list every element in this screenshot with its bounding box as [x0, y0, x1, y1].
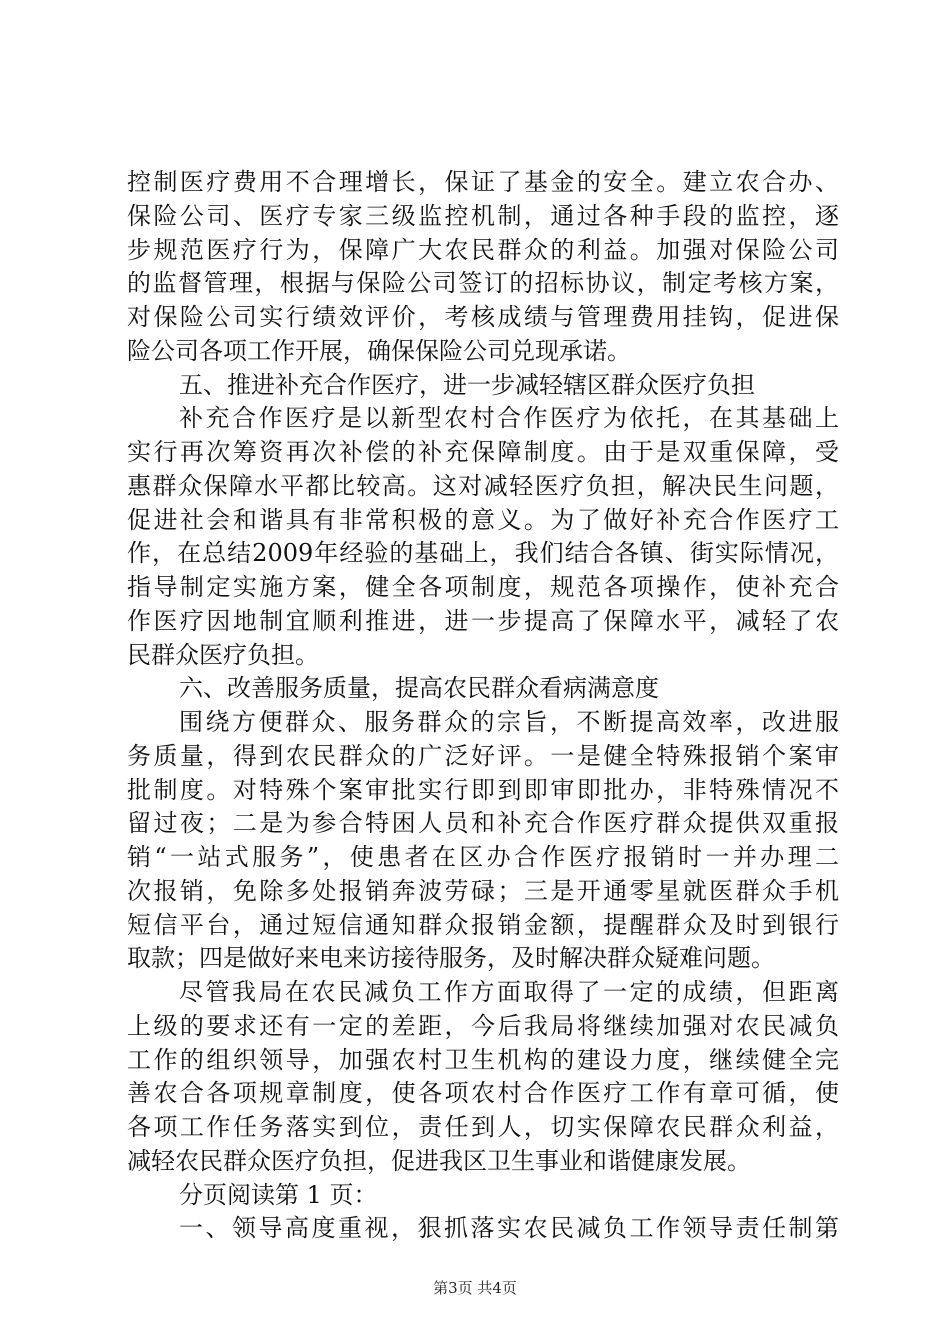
text-line: 一、领导高度重视，狠抓落实农民减负工作领导责任制第: [179, 1214, 839, 1243]
text-line: 五、推进补充合作医疗，进一步减轻辖区群众医疗负担: [179, 370, 755, 399]
page-number-indicator: 第3页 共4页: [433, 1279, 517, 1297]
text-line: 对保险公司实行绩效评价，考核成绩与管理费用挂钩，促进保: [127, 303, 839, 331]
text-line: 减轻农民群众医疗负担，促进我区卫生事业和谐健康发展。: [127, 1146, 751, 1175]
text-line: 善农合各项规章制度，使各项农村合作医疗工作有章可循，使: [127, 1079, 839, 1108]
text-line: 分页阅读第 1 页：: [179, 1180, 378, 1209]
text-line: 险公司各项工作开展，确保保险公司兑现承诺。: [127, 336, 631, 365]
text-line: 围绕方便群众、服务群众的宗旨，不断提高效率，改进服: [179, 708, 839, 736]
text-line: 取款；四是做好来电来访接待服务，及时解决群众疑难问题。: [127, 944, 775, 973]
text-line: 留过夜；二是为参合特困人员和补充合作医疗群众提供双重报: [127, 809, 839, 838]
text-line: 销“一站式服务”，使患者在区办合作医疗报销时一并办理二: [127, 843, 839, 871]
text-line: 民群众医疗负担。: [127, 640, 319, 669]
text-line: 步规范医疗行为，保障广大农民群众的利益。加强对保险公司: [127, 235, 839, 264]
text-line: 次报销，免除多处报销奔波劳碌；三是开通零星就医群众手机: [127, 876, 839, 905]
document-body: [127, 166, 839, 1246]
text-line: 各项工作任务落实到位，责任到人，切实保障农民群众利益，: [127, 1113, 839, 1141]
text-line: 惠群众保障水平都比较高。这对减轻医疗负担，解决民生问题，: [127, 471, 839, 500]
text-line: 批制度。对特殊个案审批实行即到即审即批办，非特殊情况不: [127, 775, 839, 804]
text-line: 促进社会和谐具有非常积极的意义。为了做好补充合作医疗工: [127, 505, 839, 534]
text-line: 补充合作医疗是以新型农村合作医疗为依托，在其基础上: [179, 404, 839, 433]
text-line: 实行再次筹资再次补偿的补充保障制度。由于是双重保障，受: [127, 438, 839, 466]
text-line: 指导制定实施方案，健全各项制度，规范各项操作，使补充合: [127, 573, 839, 601]
page-footer: [0, 1277, 950, 1298]
text-line: 工作的组织领导，加强农村卫生机构的建设力度，继续健全完: [127, 1045, 839, 1074]
text-line: 的监督管理，根据与保险公司签订的招标协议，制定考核方案，: [127, 269, 839, 298]
text-line: 控制医疗费用不合理增长，保证了基金的安全。建立农合办、: [127, 168, 839, 196]
text-line: 作，在总结2009年经验的基础上，我们结合各镇、街实际情况，: [127, 539, 839, 568]
text-line: 务质量，得到农民群众的广泛好评。一是健全特殊报销个案审: [127, 741, 839, 770]
text-line: 六、改善服务质量，提高农民群众看病满意度: [179, 674, 659, 703]
text-line: 短信平台，通过短信通知群众报销金额，提醒群众及时到银行: [127, 910, 839, 939]
text-line: 上级的要求还有一定的差距，今后我局将继续加强对农民减负: [127, 1011, 839, 1040]
text-line: 作医疗因地制宜顺利推进，进一步提高了保障水平，减轻了农: [127, 606, 839, 635]
text-line: 尽管我局在农民减负工作方面取得了一定的成绩，但距离: [179, 978, 839, 1006]
text-line: 保险公司、医疗专家三级监控机制，通过各种手段的监控，逐: [127, 201, 839, 230]
